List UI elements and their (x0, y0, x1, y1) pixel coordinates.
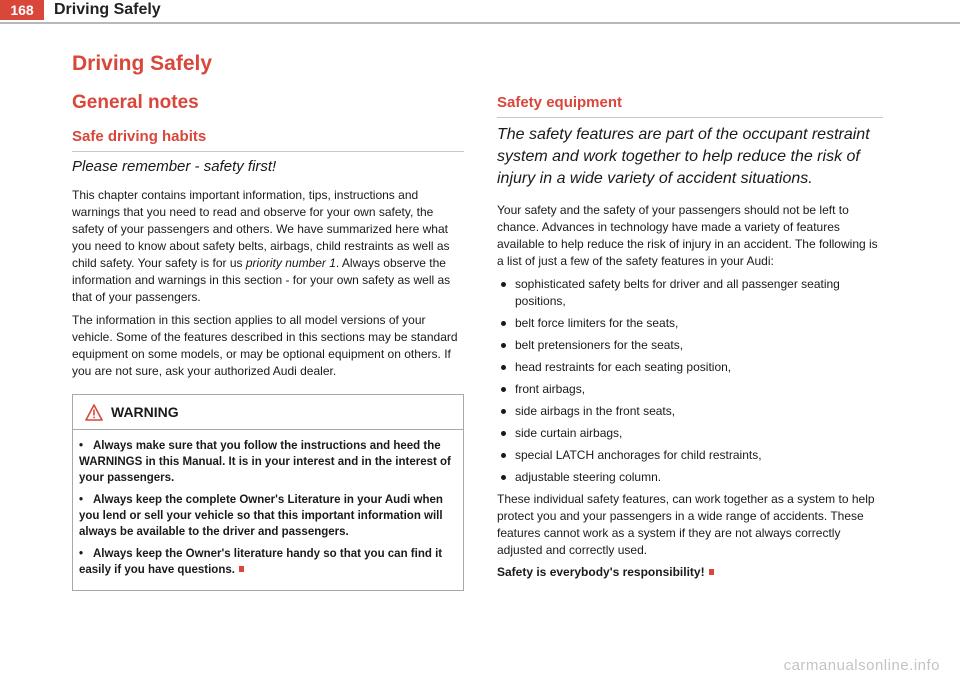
running-header: Driving Safely (54, 1, 161, 18)
list-item: side airbags in the front seats, (497, 403, 883, 420)
section-title-general-notes: General notes (72, 92, 199, 113)
section-title-safety-equipment: Safety equipment (497, 94, 883, 118)
warning-header (73, 395, 463, 430)
warning-body (73, 430, 463, 590)
warning-item-text: Always make sure that you follow the instructions and heed the WARNINGS in this Manual. It is in your interest and in the interest of your passengers. (79, 440, 451, 484)
paragraph-model-versions: The information in this section applies to all model versions of your vehicle. Some of the features described in this sections may be standard equipment on some models, or may be optional equipment on others. If you are not sure, ask your authorized Audi dealer. (72, 313, 458, 378)
warning-item-text: Always keep the complete Owner's Literature in your Audi when you lend or sell your vehicle so that this important information will always be available to the driver and passengers. (79, 494, 443, 538)
bullet-icon: • (79, 440, 84, 452)
responsibility-text: Safety is everybody's responsibility! (497, 565, 705, 579)
chapter-title: Driving Safely (72, 52, 213, 75)
end-of-section-icon (239, 566, 244, 572)
lead-text: Please remember - safety first! (72, 158, 277, 175)
warning-box (72, 394, 464, 591)
paragraph-text: This chapter contains important information, tips, instructions and warnings that you need to read and observe for your own safety, the safety of your passengers and others. We have summarized here what you need to know about safety belts, airbags, child restraints as well as child safety. Your safety is for us (72, 188, 450, 270)
left-column (72, 52, 464, 591)
warning-item-text: Always keep the Owner's literature handy so that you can find it easily if you have questions. (79, 548, 443, 576)
right-column (497, 94, 883, 579)
paragraph-safety-intro: Your safety and the safety of your passengers should not be left to chance. Advances in technology have made a variety of features available to help reduce the risk of injury in an accident. The following is a list of just a few of the safety features in your Audi: (497, 203, 878, 268)
list-item: head restraints for each seating position, (497, 359, 883, 376)
paragraph-text: . Always observe the information and warnings in this section - for your own safety as well as that of your passengers. (72, 256, 451, 304)
end-of-section-icon (709, 569, 714, 575)
list-item: adjustable steering column. (497, 469, 883, 486)
emphasis-text: priority number 1 (245, 256, 336, 270)
list-item: sophisticated safety belts for driver and all passenger seating positions, (497, 276, 883, 310)
paragraph-chapter-intro (72, 187, 464, 306)
page-number: 168 (0, 0, 44, 20)
header-divider (0, 22, 960, 24)
list-item: front airbags, (497, 381, 883, 398)
warning-item (79, 492, 457, 540)
list-item: belt pretensioners for the seats, (497, 337, 883, 354)
paragraph-safety-system: These individual safety features, can work together as a system to help protect you and your passengers in a wide range of accidents. These features cannot work as a system if they are not always correctly adjusted and correctly used. (497, 492, 875, 557)
warning-item (79, 438, 457, 486)
watermark: carmanualsonline.info (783, 657, 940, 674)
responsibility-note (497, 565, 883, 579)
safety-features-list (497, 276, 883, 486)
warning-triangle-icon (85, 404, 103, 421)
list-item: side curtain airbags, (497, 425, 883, 442)
bullet-icon: • (79, 494, 84, 506)
list-item: special LATCH anchorages for child restraints, (497, 447, 883, 464)
lead-text-safety: The safety features are part of the occupant restraint system and work together to help reduce the risk of injury in a wide variety of accident situations. (497, 126, 870, 187)
list-item: belt force limiters for the seats, (497, 315, 883, 332)
bullet-icon: • (79, 548, 84, 560)
subsection-title-safe-driving: Safe driving habits (72, 128, 464, 152)
warning-title: WARNING (111, 404, 179, 420)
warning-item (79, 546, 457, 578)
